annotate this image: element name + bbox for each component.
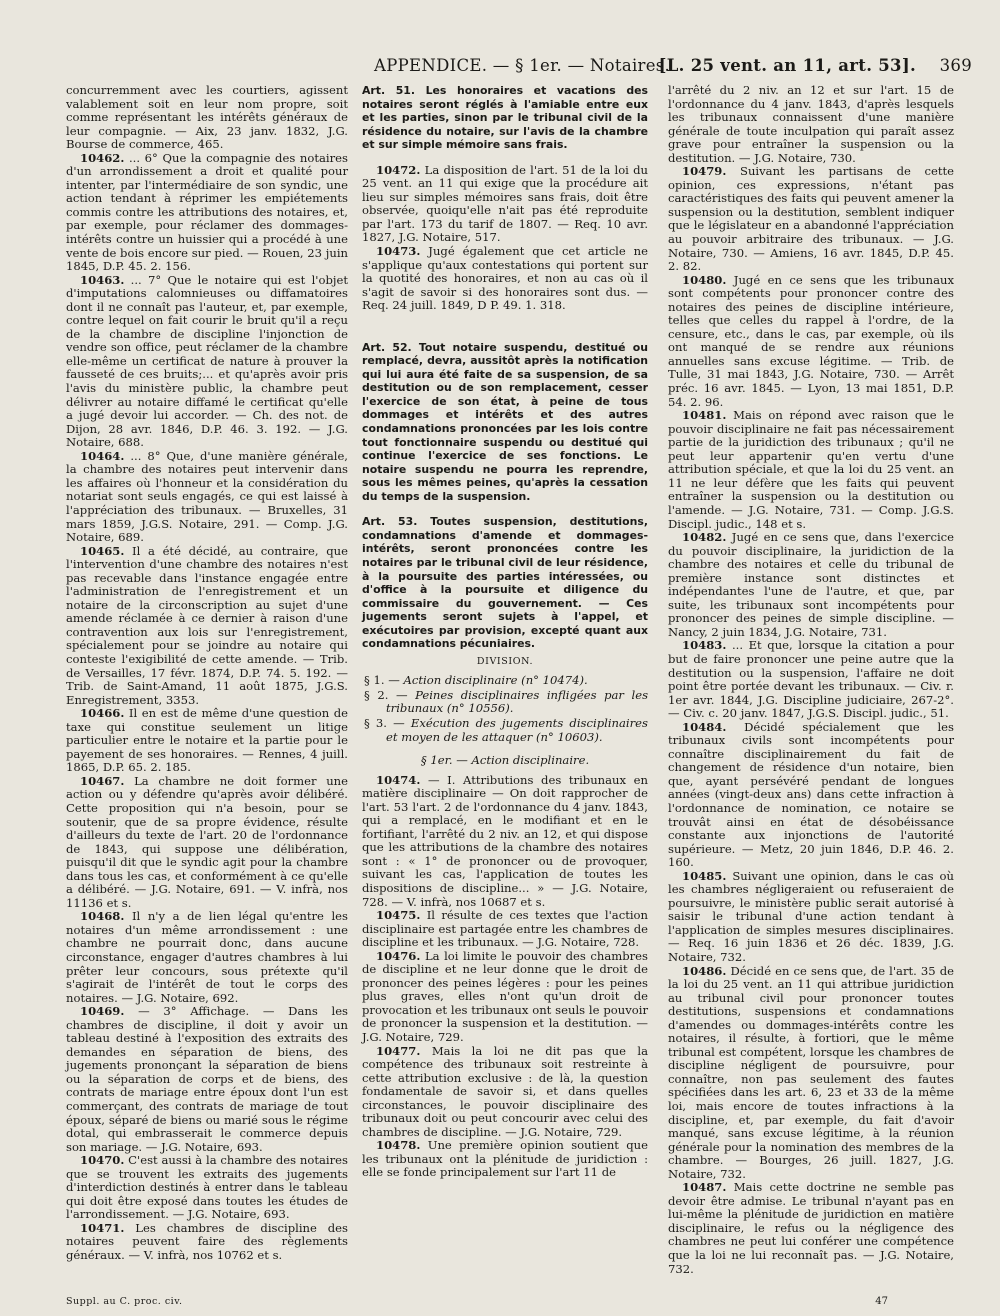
paragraph — [66, 1222, 348, 1263]
page-number: 369 — [939, 56, 972, 75]
article-51: Art. 51. Les honoraires et vacations des notaires seront réglés à l'amiable entre eux et les parties, sinon par le tribunal civil de la résidence du notaire, sur l'avis de la chambre et sur simple mémoire sans frais. — [362, 84, 648, 152]
paragraph-number: 10471. — [80, 1220, 125, 1235]
paragraph — [668, 274, 954, 409]
paragraph-number: 10464. — [80, 448, 125, 463]
paragraph-text: Les chambres de discipline des notaires peuvent faire des règlements généraux. — V. infrà, nos 10762 et s. — [66, 1220, 348, 1263]
paragraph — [66, 1005, 348, 1154]
paragraph-text: — I. Attributions des tribunaux en matière disciplinaire — On doit rapprocher de l'art. 53 l'art. 2 de l'ordonnance du 4 janv. 1843, qui a remplacé, en le modifiant et en le fortifiant, l'arrêté du 2 niv. an 12, et qui dispose que les attributions de la chambre des notaires sont : « 1° de prononcer ou de provoquer, suivant les cas, l'application de toutes les dispositions de discipline... » — J.G. Notaire, 728. — V. infrà, nos 10687 et s. — [362, 772, 648, 909]
paragraph-text: La disposition de l'art. 51 de la loi du 25 vent. an 11 qui exige que la procédure ait lieu sur simples mémoires sans frais, doit être observée, quoiqu'elle n'ait pas été reproduite par l'art. 173 du tarif de 1807. — Req. 10 avr. 1827, J.G. Notaire, 517. — [362, 162, 649, 245]
paragraph-number: 10479. — [682, 164, 727, 179]
paragraph-text: — 3° Affichage. — Dans les chambres de discipline, il doit y avoir un tableau destiné à l'exposition des extraits des demandes en séparation de biens, des jugements prononçant la séparation de biens ou la séparation de corps et de biens, des contrats de mariage entre époux dont l'un est commerçant, des contrats de mariage de tout époux, séparé de biens ou marié sous le régime dotal, qui embrasserait le commerce depuis son mariage. — J.G. Notaire, 693. — [66, 1004, 349, 1154]
paragraph — [362, 1045, 648, 1140]
division-list — [362, 674, 648, 744]
paragraph-number: 10473. — [376, 244, 421, 259]
footer-signature: Suppl. au C. proc. civ. — [66, 1296, 183, 1307]
paragraph-number: 10477. — [376, 1043, 421, 1058]
paragraph-text: Il a été décidé, au contraire, que l'intervention d'une chambre des notaires n'est pas recevable dans l'instance engagée entre l'administration de l'enregistrement et un notaire de la circonscription au sujet d'une amende réclamée à ce dernier à raison d'une contravention aux lois sur l'enregistrement, spécialement pour se joindre au notaire qui conteste l'exigibilité de cette amende. — Trib. de Versailles, 17 févr. 1874, D.P. 74. 5. 192. — Trib. de Saint-Amand, 11 août 1875, J.G.S. Enregistrement, 3353. — [66, 543, 349, 707]
paragraph-number: 10474. — [376, 772, 421, 787]
paragraph-text: Il résulte de ces textes que l'action disciplinaire est partagée entre les chambres de discipline et les tribunaux. — J.G. Notaire, 728. — [362, 908, 649, 950]
paragraph — [362, 950, 648, 1045]
paragraph-number: 10482. — [682, 530, 727, 545]
paragraph-text: La loi limite le pouvoir des chambres de discipline et ne leur donne que le droit de prononcer des peines légères : pour les peines plus graves, elles n'ont qu'un droit de provocation et les tribunaux ont seuls le pouvoir de prononcer la suspension et la destitution. — J.G. Notaire, 729. — [362, 948, 648, 1044]
paragraph — [668, 721, 954, 870]
article-53: Art. 53. Toutes suspension, destitutions, condamnations d'amende et dommages-intérêts, seront prononcées contre les notaires par le tribunal civil de leur résidence, à la poursuite des parties intéressées, ou d'office à la poursuite et diligence du commissaire du gouvernement. — Ces jugements seront sujets à l'appel, et exécutoires par provision, excepté quant aux condamnations pécuniaires. — [362, 515, 648, 651]
paragraph-number: 10475. — [376, 908, 421, 923]
paragraph-text: Mais cette doctrine ne semble pas devoir être admise. Le tribunal n'ayant pas en lui-même la plénitude de juridiction en matière disciplinaire, le refus ou la négligence des chambres ne peut lui conférer une compétence que la loi ne lui reconnaît pas. — J.G. Notaire, 732. — [668, 1180, 954, 1276]
paragraph — [66, 274, 348, 450]
division-item-text: — Action disciplinaire (n° 10474). — [388, 673, 588, 688]
paragraph-text: concurremment avec les courtiers, agissent valablement soit en leur nom propre, soit comme représentant les intérêts généraux de leur compagnie. — Aix, 23 janv. 1832, J.G. Bourse de commerce, 465. — [66, 83, 348, 152]
paragraph-number: 10463. — [80, 272, 125, 287]
paragraph — [362, 774, 648, 909]
paragraph-text: Une première opinion soutient que les tribunaux ont la plénitude de juridiction : elle se fonde principalement sur l'art 11 de — [362, 1138, 649, 1180]
paragraph-number: 10486. — [682, 963, 727, 978]
paragraph — [668, 531, 954, 639]
header-reference: [L. 25 vent. an 11, art. 53]. — [658, 56, 916, 75]
paragraph — [668, 965, 954, 1182]
division-item-text: — Exécution des jugements disciplinaires et moyen de les attaquer (n° 10603). — [386, 715, 648, 744]
paragraph-text: Jugé en ce sens que, dans l'exercice du pouvoir disciplinaire, la juridiction de la chambre des notaires et celle du tribunal de première instance sont distinctes et indépendantes l'une de l'autre, et que, par suite, les tribunaux sont incompétents pour prononcer des peines de simple discipline. — Nancy, 2 juin 1834, J.G. Notaire, 731. — [668, 530, 955, 639]
paragraph-text: ... Et que, lorsque la citation a pour but de faire prononcer une peine autre que la destitution ou la suspension, l'affaire ne doit point être portée devant les tribunaux. — Civ. r. 1er avr. 1844, J.G. Discipline judiciaire, 267-2°. — Civ. c. 20 janv. 1847, J.G.S. Discipl. judic., 51. — [668, 638, 955, 721]
paragraph-number: 10480. — [682, 272, 727, 287]
paragraph-text: La chambre ne doit former une action ou y défendre qu'après avoir délibéré. Cette proposition qui n'a besoin, pour se soutenir, que de sa propre évidence, résulte d'ailleurs du texte de l'art. 20 de l'ordonnance de 1843, qui suppose une délibération, puisqu'il dit que le syndic agit pour la chambre dans tous les cas, et conformément à ce qu'elle a délibéré. — J.G. Notaire, 691. — V. infrà, nos 11136 et s. — [66, 773, 348, 910]
division-section-mark: § 1. — [364, 673, 385, 688]
middle-column — [362, 84, 648, 1180]
paragraph — [66, 450, 348, 545]
paragraph-text: ... 7° Que le notaire qui est l'objet d'imputations calomnieuses ou diffamatoires dont il ne connaît pas l'auteur, et, par exemple, contre lequel on fait courir le bruit qu'il a reçu de la chambre de discipline l'injonction de vendre son office, peut réclamer de la chambre elle-même un certificat de nature à prouver la fausseté de ces bruits;... et qu'après avoir pris l'avis du ministère public, la chambre peut délivrer au notaire diffamé le certificat qu'elle a jugé devoir lui accorder. — Ch. des not. de Dijon, 28 avr. 1846, D.P. 46. 3. 192. — J.G. Notaire, 688. — [66, 272, 348, 450]
paragraph — [66, 84, 348, 152]
division-item — [362, 674, 648, 688]
paragraph-number: 10483. — [682, 638, 727, 653]
paragraph-text: l'arrêté du 2 niv. an 12 et sur l'art. 15 de l'ordonnance du 4 janv. 1843, d'après lesquels les tribunaux connaissent d'une manière générale de toute inculpation qui paraît assez grave pour entraîner la suspension ou la destitution. — J.G. Notaire, 730. — [668, 83, 954, 165]
paragraph — [362, 245, 648, 313]
paragraph-number: 10487. — [682, 1180, 727, 1195]
paragraph — [668, 409, 954, 531]
running-header — [360, 56, 972, 82]
division-item — [362, 689, 648, 716]
paragraph-text: C'est aussi à la chambre des notaires que se trouvent les extraits des jugements d'interdiction destinés à entrer dans le tableau qui doit être exposé dans toutes les études de l'arrondissement. — J.G. Notaire, 693. — [66, 1153, 348, 1222]
division-section-mark: § 3. — [364, 715, 387, 730]
paragraph-number: 10478. — [376, 1138, 421, 1153]
paragraph-number: 10462. — [80, 150, 125, 165]
paragraph-text: Mais la loi ne dit pas que la compétence des tribunaux soit restreinte à cette attribution exclusive : de là, la question fondamentale de savoir si, et dans quelles circonstances, le pouvoir disciplinaire des tribunaux doit ou peut concourir avec celui des chambres de discipline. — J.G. Notaire, 729. — [362, 1043, 649, 1139]
paragraph-number: 10465. — [80, 543, 125, 558]
paragraph — [668, 84, 954, 165]
paragraph — [66, 910, 348, 1005]
paragraph-number: 10466. — [80, 706, 125, 721]
paragraph-text: Décidé spécialement que les tribunaux civils sont incompétents pour connaître disciplinairement du fait de changement de résidence d'un notaire, bien que, ayant persévéré pendant de longues années (vingt-deux ans) dans cette infraction à l'ordonnance de nomination, ce notaire se trouvât ainsi en état de désobéissance constante aux injonctions de l'autorité supérieure. — Metz, 20 juin 1846, D.P. 46. 2. 160. — [668, 719, 954, 870]
paragraph-number: 10476. — [376, 948, 421, 963]
paragraph-number: 10467. — [80, 773, 125, 788]
paragraph-text: Suivant une opinion, dans le cas où les chambres négligeraient ou refuseraient de poursuivre, le ministère public serait autorisé à saisir le tribunal d'une action tendant à l'application de simples mesures disciplinaires. — Req. 16 juin 1836 et 26 déc. 1839, J.G. Notaire, 732. — [668, 868, 955, 964]
paragraph — [66, 775, 348, 910]
paragraph — [362, 164, 648, 245]
paragraph — [362, 909, 648, 950]
paragraph-number: 10481. — [682, 408, 727, 423]
article-52: Art. 52. Tout notaire suspendu, destitué ou remplacé, devra, aussitôt après la notification qui lui aura été faite de sa suspension, de sa destitution ou de son remplacement, cesser l'exercice de son état, à peine de tous dommages et intérêts et des autres condamnations prononcées par les lois contre tout fonctionnaire suspendu ou destitué qui continue l'exercice de ses fonctions. Le notaire suspendu ne pourra les reprendre, sous les mêmes peines, qu'après la cessation du temps de la suspension. — [362, 340, 648, 503]
paragraph-number: 10469. — [80, 1004, 125, 1019]
paragraph-text: Jugé également que cet article ne s'applique qu'aux contestations qui portent sur la quotité des honoraires, et non au cas où il s'agit de savoir si des honoraires sont dus. — Req. 24 juill. 1849, D P. 49. 1. 318. — [362, 244, 648, 313]
paragraph — [362, 1139, 648, 1180]
paragraph — [668, 1181, 954, 1276]
paragraph-text: ... 8° Que, d'une manière générale, la chambre des notaires peut intervenir dans les affaires où l'honneur et la considération du notariat sont seuls engagés, ce qui est laissé à l'appréciation des tribunaux. — Bruxelles, 31 mars 1859, J.G.S. Notaire, 291. — Comp. J.G. Notaire, 689. — [66, 448, 348, 545]
division-section-mark: § 2. — [364, 687, 389, 702]
paragraph — [668, 165, 954, 273]
paragraph — [66, 1154, 348, 1222]
paragraphs-group-b — [362, 774, 648, 1180]
paragraph-text: Suivant les partisans de cette opinion, ces expressions, n'étant pas caractéristiques des faits qui peuvent amener la suspension ou la destitution, semblent indiquer que le législateur en a abandonné l'appréciation au pouvoir arbitraire des tribunaux. — J.G. Notaire, 730. — Amiens, 16 avr. 1845, D.P. 45. 2. 82. — [668, 164, 955, 274]
paragraph-text: Il n'y a de lien légal qu'entre les notaires d'un même arrondissement : une chambre ne pourrait donc, dans aucune circonstance, engager d'autres chambres à lui prêter leur concours, sous prétexte qu'il s'agirait de l'intérêt de tout le corps des notaires. — J.G. Notaire, 692. — [66, 909, 348, 1005]
left-column — [66, 84, 348, 1263]
paragraph — [66, 707, 348, 775]
division-item — [362, 717, 648, 744]
division-title: DIVISION. — [476, 655, 534, 667]
paragraph-text: Il en est de même d'une question de taxe qui constitue seulement un litige particulier entre le notaire et la partie pour le payement de ses honoraires. — Rennes, 4 juill. 1865, D.P. 65. 2. 185. — [66, 706, 348, 775]
footer-sheet-number: 47 — [875, 1296, 888, 1307]
division-item-text: — Peines disciplinaires infligées par les tribunaux (n° 10556). — [386, 687, 649, 716]
paragraph-number: 10485. — [682, 868, 727, 883]
paragraph-text: ... 6° Que la compagnie des notaires d'un arrondissement a droit et qualité pour intenter, par l'intermédiaire de son syndic, une action tendant à réprimer les empiétements commis contre les attributions des notaires, et, par exemple, pour réclamer des dommages-intérêts contre un huissier qui a procédé à une vente de bois encore sur pied. — Rouen, 23 juin 1845, D.P. 45. 2. 156. — [66, 150, 348, 274]
section-heading: § 1er. — Action disciplinaire. — [420, 753, 590, 768]
paragraph — [66, 152, 348, 274]
right-column — [668, 84, 954, 1276]
paragraph-text: Mais on répond avec raison que le pouvoir disciplinaire ne fait pas nécessairement partie de la juridiction des tribunaux ; qu'il ne peut leur appartenir qu'en vertu d'une attribution spéciale, et que la loi du 25 vent. an 11 ne leur défère que les faits qui peuvent entraîner la suspension ou la destitution ou l'amende. — J.G. Notaire, 731. — Comp. J.G.S. Discipl. judic., 148 et s. — [668, 408, 954, 531]
paragraph — [668, 870, 954, 965]
paragraph-text: Jugé en ce sens que les tribunaux sont compétents pour prononcer contre des notaires des peines de discipline intérieure, telles que celles du rappel à l'ordre, de la censure, etc., dans le cas, par exemple, où ils ont manqué de se rendre aux réunions annuelles sans excuse légitime. — Trib. de Tulle, 31 mai 1843, J.G. Notaire, 730. — Arrêt préc. 16 avr. 1845. — Lyon, 13 mai 1851, D.P. 54. 2. 96. — [668, 272, 955, 409]
paragraph-number: 10484. — [682, 719, 727, 734]
paragraph-text: Décidé en ce sens que, de l'art. 35 de la loi du 25 vent. an 11 qui attribue juridiction au tribunal civil pour prononcer toutes destitutions, suspensions et condamnations d'amendes ou dommages-intérêts contre les notaires, il résulte, à fortiori, que le même tribunal est compétent, lorsque les chambres de discipline négligent de poursuivre, pour connaître, non pas seulement des fautes spécifiées dans les art. 6, 23 et 33 de la même loi, mais encore de toutes infractions à la discipline, et, par exemple, du fait d'avoir manqué, sans excuse légitime, à la réunion générale pour la nomination des membres de la chambre. — Bourges, 26 juill. 1827, J.G. Notaire, 732. — [668, 963, 955, 1181]
paragraph — [66, 545, 348, 708]
paragraph-number: 10468. — [80, 909, 125, 924]
paragraph-number: 10470. — [80, 1153, 125, 1168]
header-title: APPENDICE. — § 1er. — Notaires. — [374, 56, 671, 75]
paragraph-number: 10472. — [376, 162, 421, 177]
paragraphs-group-a — [362, 164, 648, 313]
paragraph — [668, 639, 954, 720]
